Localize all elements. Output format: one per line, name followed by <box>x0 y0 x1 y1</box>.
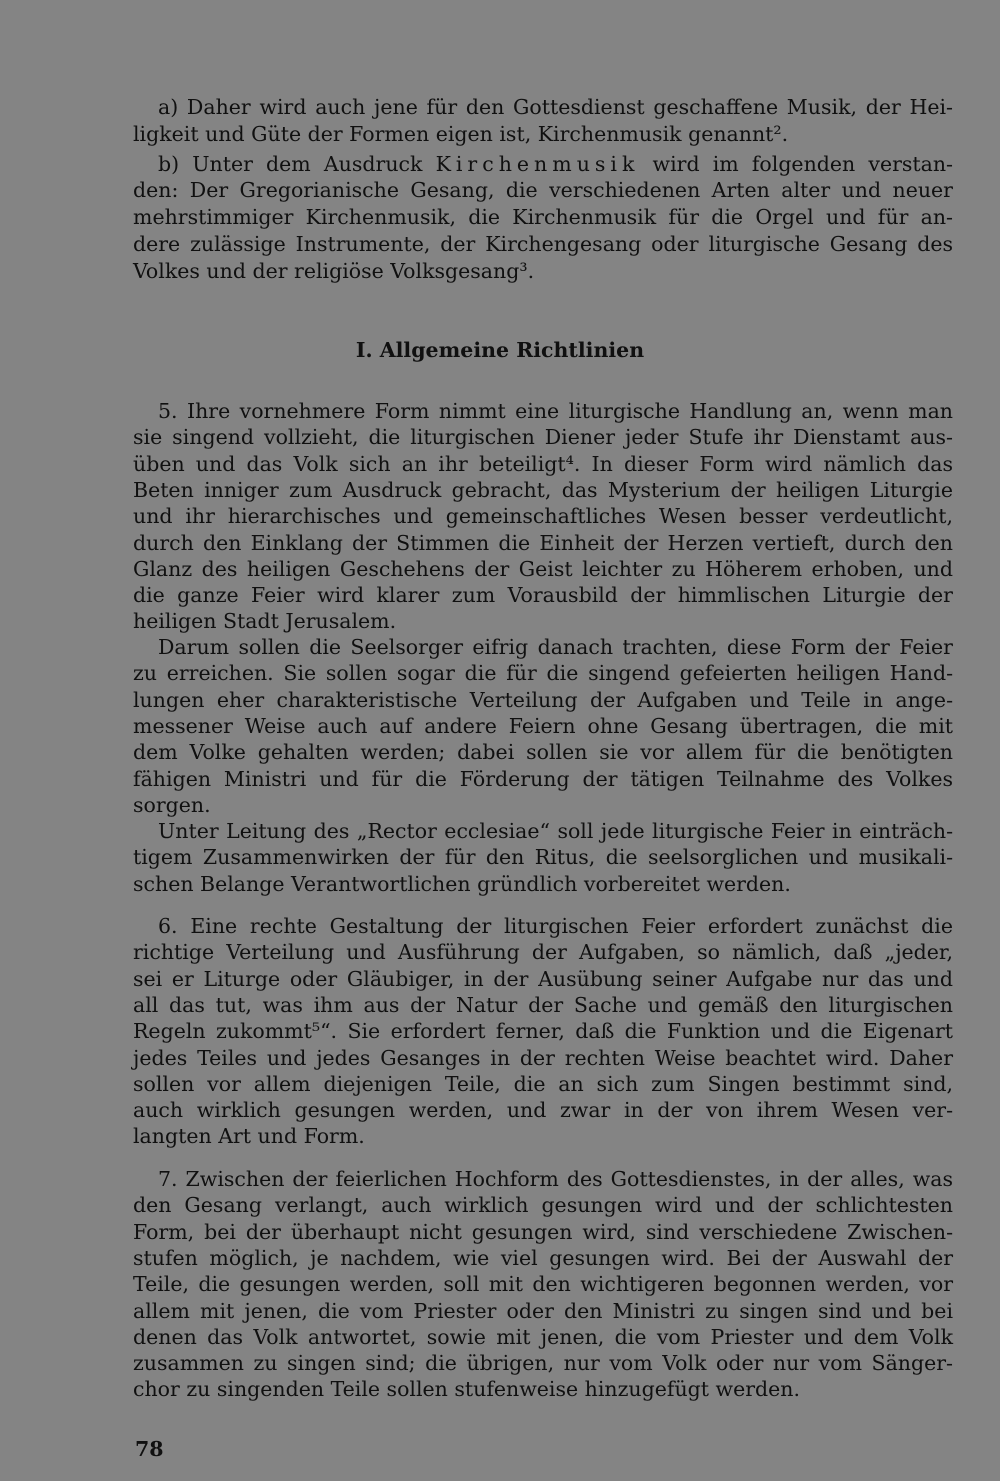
text-line: heiligen Stadt Jerusalem. <box>133 609 397 634</box>
text-line: und ihr hierarchisches und gemeinschaftliches Wesen besser verdeutlicht, <box>133 504 953 529</box>
text-line: auch wirklich gesungen werden, und zwar in der von ihrem Wesen ver- <box>133 1098 953 1123</box>
text-line: ligkeit und Güte der Formen eigen ist, Kirchenmusik genannt². <box>133 122 789 146</box>
text-line: jedes Teiles und jedes Gesanges in der rechten Weise beachtet wird. Daher <box>133 1045 953 1070</box>
text-line: all das tut, was ihm aus der Natur der Sache und gemäß den liturgischen <box>133 992 953 1017</box>
text-line: den: Der Gregorianische Gesang, die verschiedenen Arten alter und neuer <box>133 178 953 202</box>
text-line: Regeln zukommt⁵“. Sie erfordert ferner, daß die Funktion und die Eigenart <box>133 1019 953 1044</box>
text-line: schen Belange Verantwortlichen gründlich vorbereitet werden. <box>133 871 791 896</box>
text-line: lungen eher charakteristische Verteilung der Aufgaben und Teile in ange- <box>133 687 953 712</box>
text-line: tigem Zusammenwirken der für den Ritus, die seelsorglichen und musikali- <box>133 845 953 870</box>
text-line: die ganze Feier wird klarer zum Vorausbild der himmlischen Liturgie der <box>133 583 953 608</box>
text-line: messener Weise auch auf andere Feiern ohne Gesang übertragen, die mit <box>133 713 953 738</box>
text-line: stufen möglich, je nachdem, wie viel gesungen wird. Bei der Auswahl der <box>133 1245 953 1270</box>
text-line: a) Daher wird auch jene für den Gottesdienst geschaffene Musik, der Hei- <box>158 95 953 119</box>
text-line: zu erreichen. Sie sollen sogar die für die singend gefeierten heiligen Hand- <box>133 661 953 686</box>
text-line: Beten inniger zum Ausdruck gebracht, das Mysterium der heiligen Liturgie <box>133 477 953 502</box>
text-span: wird im folgenden verstan- <box>639 152 953 176</box>
spaced-term: Kirchenmusik <box>435 152 640 176</box>
text-line: sei er Liturge oder Gläubiger, in der Ausübung seiner Aufgabe nur das und <box>133 966 953 991</box>
text-line: den Gesang verlangt, auch wirklich gesungen wird und der schlichtesten <box>133 1193 953 1218</box>
text-line: mehrstimmiger Kirchenmusik, die Kirchenmusik für die Orgel und für an- <box>133 205 953 229</box>
text-line: üben und das Volk sich an ihr beteiligt⁴. In dieser Form wird nämlich das <box>133 451 953 476</box>
text-line <box>158 151 953 177</box>
text-line: fähigen Ministri und für die Förderung der tätigen Teilnahme des Volkes <box>133 766 953 791</box>
page-number: 78 <box>135 1437 164 1461</box>
text-line: chor zu singenden Teile sollen stufenweise hinzugefügt werden. <box>133 1377 801 1402</box>
text-line: denen das Volk antwortet, sowie mit jenen, die vom Priester und dem Volk <box>133 1324 953 1349</box>
text-line: richtige Verteilung und Ausführung der Aufgaben, so nämlich, daß „jeder, <box>133 940 953 965</box>
text-line: 5. Ihre vornehmere Form nimmt eine liturgische Handlung an, wenn man <box>158 399 953 423</box>
text-line: Glanz des heiligen Geschehens der Geist leichter zu Höherem erhoben, und <box>133 556 953 581</box>
text-line: allem mit jenen, die vom Priester oder den Ministri zu singen sind und bei <box>133 1298 953 1323</box>
text-line: Form, bei der überhaupt nicht gesungen wird, sind verschiedene Zwischen- <box>133 1219 953 1244</box>
text-line: Unter Leitung des „Rector ecclesiae“ soll jede liturgische Feier in einträch- <box>158 819 953 843</box>
text-line: sie singend vollzieht, die liturgischen Diener jeder Stufe ihr Dienstamt aus- <box>133 425 953 450</box>
text-line: Volkes und der religiöse Volksgesang³. <box>133 259 535 283</box>
text-line: sorgen. <box>133 792 211 817</box>
text-line: 7. Zwischen der feierlichen Hochform des Gottesdienstes, in der alles, was <box>158 1167 953 1191</box>
text-span: b) Unter dem Ausdruck <box>158 152 436 176</box>
text-line: durch den Einklang der Stimmen die Einheit der Herzen vertieft, durch den <box>133 530 953 555</box>
text-line: Teile, die gesungen werden, soll mit den wichtigeren begonnen werden, vor <box>133 1272 953 1297</box>
text-line: dere zulässige Instrumente, der Kirchengesang oder liturgische Gesang des <box>133 232 953 256</box>
text-line: 6. Eine rechte Gestaltung der liturgischen Feier erfordert zunächst die <box>158 914 953 938</box>
section-heading: I. Allgemeine Richtlinien <box>355 338 645 362</box>
text-line: sollen vor allem diejenigen Teile, die an sich zum Singen bestimmt sind, <box>133 1071 953 1096</box>
text-line: zusammen zu singen sind; die übrigen, nur vom Volk oder nur vom Sänger- <box>133 1351 953 1376</box>
text-line: dem Volke gehalten werden; dabei sollen sie vor allem für die benötigten <box>133 740 953 765</box>
text-line: Darum sollen die Seelsorger eifrig danach trachten, diese Form der Feier <box>158 635 953 659</box>
text-line: langten Art und Form. <box>133 1124 365 1149</box>
